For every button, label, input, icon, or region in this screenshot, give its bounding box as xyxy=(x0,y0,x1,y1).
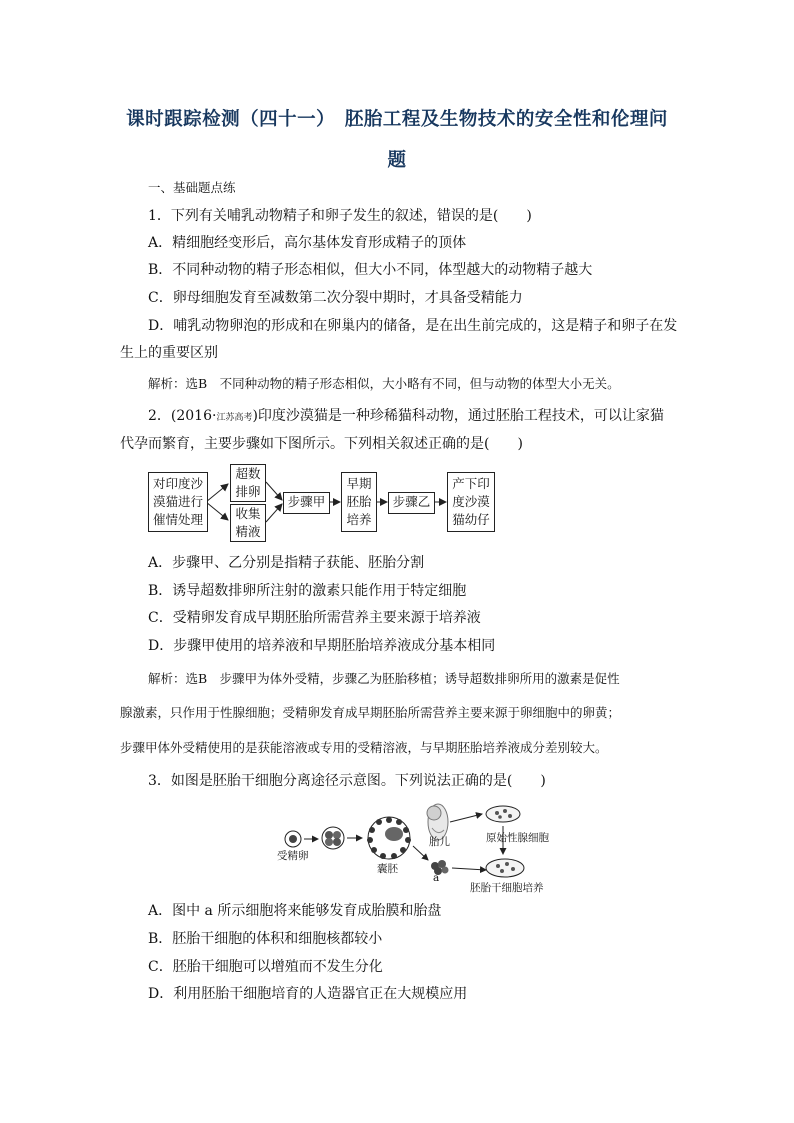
page-title-line1: 课时跟踪检测（四十一） 胚胎工程及生物技术的安全性和伦理问 xyxy=(126,109,668,130)
flow-box-estrus-treatment xyxy=(148,472,208,532)
q1-option-d-line1: D．哺乳动物卵泡的形成和在卵巢内的储备，是在出生前完成的，这是精子和卵子在发 xyxy=(148,318,678,334)
q2-stem-line2: 代孕而繁育，主要步骤如下图所示。下列相关叙述正确的是( ) xyxy=(120,436,523,452)
petri-dish-gonad-icon xyxy=(486,806,520,822)
flow-box-text: 度沙漠 xyxy=(452,494,490,509)
flow-box-text: 收集 xyxy=(235,506,261,521)
flow-box-text: 产下印 xyxy=(452,476,490,491)
flow-box-text: 超数 xyxy=(235,466,261,481)
flow-box-step-a: 步骤甲 xyxy=(283,492,330,514)
q1-option-d-line2: 生上的重要区别 xyxy=(120,345,218,361)
q3-option-a: A．图中 a 所示细胞将来能够发育成胎膜和胎盘 xyxy=(148,903,442,919)
q2-stem-suffix: )印度沙漠猫是一种珍稀猫科动物，通过胚胎工程技术，可以让家猫 xyxy=(252,408,664,424)
arrow-to-semen xyxy=(206,502,228,520)
page-title-line2: 题 xyxy=(387,150,407,171)
q1-stem: 1．下列有关哺乳动物精子和卵子发生的叙述，错误的是( ) xyxy=(148,208,532,224)
q3-stem: 3．如图是胚胎干细胞分离途径示意图。下列说法正确的是( ) xyxy=(148,773,546,789)
flow-box-text: 催情处理 xyxy=(152,512,203,527)
flow-box-text: 胚胎 xyxy=(346,494,372,509)
section-heading: 一、基础题点练 xyxy=(148,180,236,195)
arrow-a-to-culture xyxy=(452,868,486,870)
flow-box-text: 猫幼仔 xyxy=(452,512,490,527)
label-primordial-germ-cells: 原始性腺细胞 xyxy=(486,832,549,844)
arrow-superovulation-to-step1 xyxy=(266,482,282,500)
zygote-icon xyxy=(285,831,301,847)
q3-option-d: D．利用胚胎干细胞培育的人造器官正在大规模应用 xyxy=(148,986,468,1002)
flow-box-text: 精液 xyxy=(235,524,261,539)
q2-source: 江苏高考 xyxy=(216,413,253,423)
arrow-semen-to-step1 xyxy=(266,504,282,522)
q2-analysis-line3: 步骤甲体外受精使用的是获能溶液或专用的受精溶液，与早期胚胎培养液成分差别较大。 xyxy=(120,740,608,755)
q1-analysis: 解析：选B 不同种动物的精子形态相似，大小略有不同，但与动物的体型大小无关。 xyxy=(148,376,620,391)
label-zygote: 受精卵 xyxy=(277,850,309,862)
label-fetus: 胎儿 xyxy=(429,836,450,848)
flow-box-superovulation xyxy=(230,464,266,502)
petri-dish-culture-icon xyxy=(486,859,524,877)
q3-option-c: C．胚胎干细胞可以增殖而不发生分化 xyxy=(148,959,383,975)
q2-option-d: D．步骤甲使用的培养液和早期胚胎培养液成分基本相同 xyxy=(148,638,496,654)
q2-option-b: B．诱导超数排卵所注射的激素只能作用于特定细胞 xyxy=(148,583,467,599)
blastocyst-icon xyxy=(367,817,411,859)
q1-option-b: B．不同种动物的精子形态相似，但大小不同，体型越大的动物精子越大 xyxy=(148,262,593,278)
q2-analysis-line1: 解析：选B 步骤甲为体外受精，步骤乙为胚胎移植；诱导超数排卵所用的激素是促性 xyxy=(148,671,620,686)
q1-option-a: A．精细胞经变形后，高尔基体发育形成精子的顶体 xyxy=(148,235,467,251)
q3-option-b: B．胚胎干细胞的体积和细胞核都较小 xyxy=(148,931,383,947)
q2-option-c: C．受精卵发育成早期胚胎所需营养主要来源于培养液 xyxy=(148,610,481,626)
arrow-to-superovulation xyxy=(206,484,228,502)
flow-box-early-embryo-culture xyxy=(341,472,377,532)
flow-box-text: 培养 xyxy=(346,512,372,527)
flow-box-step-b: 步骤乙 xyxy=(388,492,435,514)
q2-option-a: A．步骤甲、乙分别是指精子获能、胚胎分割 xyxy=(148,555,425,571)
label-blastocyst: 囊胚 xyxy=(377,863,398,875)
embryonic-stem-cell-diagram xyxy=(0,800,794,900)
morula-icon xyxy=(322,827,344,849)
q1-option-c: C．卵母细胞发育至减数第二次分裂中期时，才具备受精能力 xyxy=(148,290,523,306)
label-esc-culture: 胚胎干细胞培养 xyxy=(470,882,544,894)
q2-stem-line1 xyxy=(148,406,664,428)
label-a: a xyxy=(433,872,440,884)
flow-box-text: 漠猫进行 xyxy=(152,494,203,509)
flow-box-collect-semen xyxy=(230,504,266,542)
q2-analysis-line2: 腺激素，只作用于性腺细胞；受精卵发育成早期胚胎所需营养主要来源于卵细胞中的卵黄； xyxy=(120,705,621,720)
arrow-blastocyst-to-a xyxy=(413,846,428,860)
flow-box-text: 早期 xyxy=(346,476,372,491)
flow-box-text: 排卵 xyxy=(235,484,261,499)
flow-box-text: 对印度沙 xyxy=(152,476,203,491)
q2-stem-prefix: 2．(2016· xyxy=(148,408,217,424)
flow-box-offspring xyxy=(447,472,495,532)
arrow-fetus-to-gonad xyxy=(450,814,482,822)
